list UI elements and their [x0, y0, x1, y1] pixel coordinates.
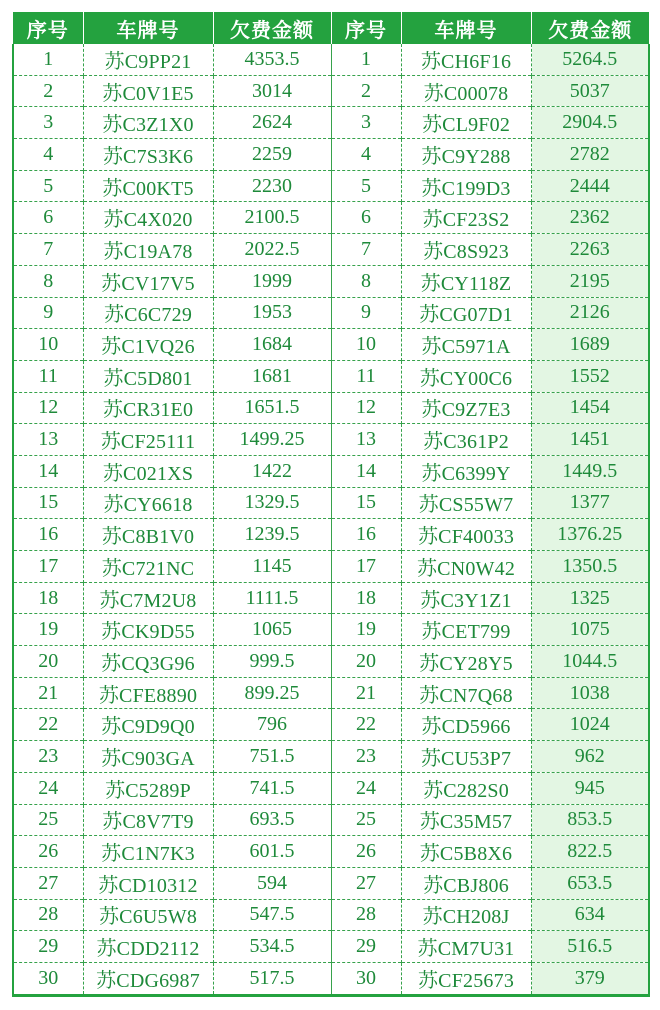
cell-amount-left: 1111.5 — [213, 582, 331, 614]
cell-serial-right: 12 — [331, 392, 401, 424]
cell-serial-right: 17 — [331, 551, 401, 583]
cell-serial-right: 11 — [331, 360, 401, 392]
cell-serial-left: 13 — [13, 424, 83, 456]
cell-plate-right: 苏C8S923 — [401, 234, 531, 266]
cell-plate-left: 苏C4X020 — [83, 202, 213, 234]
cell-plate-left: 苏CQ3G96 — [83, 646, 213, 678]
cell-plate-left: 苏C9PP21 — [83, 44, 213, 75]
cell-serial-left: 25 — [13, 804, 83, 836]
cell-serial-left: 7 — [13, 234, 83, 266]
cell-amount-left: 751.5 — [213, 741, 331, 773]
cell-plate-left: 苏C5289P — [83, 772, 213, 804]
cell-serial-left: 4 — [13, 139, 83, 171]
cell-serial-right: 5 — [331, 170, 401, 202]
cell-plate-right: 苏CF25673 — [401, 962, 531, 995]
cell-serial-left: 29 — [13, 931, 83, 963]
header-serial-left: 序号 — [13, 12, 83, 44]
cell-amount-left: 601.5 — [213, 836, 331, 868]
cell-serial-left: 22 — [13, 709, 83, 741]
cell-plate-right: 苏CY00C6 — [401, 360, 531, 392]
cell-serial-left: 12 — [13, 392, 83, 424]
cell-serial-right: 18 — [331, 582, 401, 614]
cell-serial-left: 26 — [13, 836, 83, 868]
cell-amount-right: 1449.5 — [531, 455, 649, 487]
cell-plate-left: 苏C7M2U8 — [83, 582, 213, 614]
table-header — [13, 12, 649, 44]
table-row — [13, 804, 649, 836]
cell-plate-right: 苏CD5966 — [401, 709, 531, 741]
cell-plate-left: 苏C8V7T9 — [83, 804, 213, 836]
cell-plate-right: 苏CG07D1 — [401, 297, 531, 329]
table-row — [13, 899, 649, 931]
cell-plate-left: 苏CF25111 — [83, 424, 213, 456]
cell-serial-right: 13 — [331, 424, 401, 456]
cell-serial-right: 9 — [331, 297, 401, 329]
cell-amount-left: 2624 — [213, 107, 331, 139]
cell-plate-right: 苏CN7Q68 — [401, 677, 531, 709]
cell-amount-left: 1422 — [213, 455, 331, 487]
cell-amount-left: 2259 — [213, 139, 331, 171]
cell-serial-left: 3 — [13, 107, 83, 139]
table-row — [13, 202, 649, 234]
header-amount-left: 欠费金额 — [213, 12, 331, 44]
header-row — [13, 12, 649, 44]
cell-serial-right: 22 — [331, 709, 401, 741]
cell-amount-left: 1681 — [213, 360, 331, 392]
cell-serial-left: 30 — [13, 962, 83, 995]
table-row — [13, 836, 649, 868]
table-row — [13, 329, 649, 361]
cell-serial-left: 17 — [13, 551, 83, 583]
cell-amount-right: 2195 — [531, 265, 649, 297]
cell-plate-right: 苏C6399Y — [401, 455, 531, 487]
table-row — [13, 107, 649, 139]
cell-plate-right: 苏C35M57 — [401, 804, 531, 836]
cell-amount-right: 853.5 — [531, 804, 649, 836]
table-row — [13, 646, 649, 678]
cell-serial-right: 14 — [331, 455, 401, 487]
cell-plate-right: 苏C199D3 — [401, 170, 531, 202]
cell-plate-right: 苏C361P2 — [401, 424, 531, 456]
cell-amount-left: 534.5 — [213, 931, 331, 963]
cell-serial-right: 24 — [331, 772, 401, 804]
cell-serial-left: 5 — [13, 170, 83, 202]
cell-amount-right: 2904.5 — [531, 107, 649, 139]
cell-amount-left: 1065 — [213, 614, 331, 646]
cell-serial-left: 21 — [13, 677, 83, 709]
table-row — [13, 551, 649, 583]
cell-plate-left: 苏C6U5W8 — [83, 899, 213, 931]
cell-amount-right: 1377 — [531, 487, 649, 519]
cell-amount-right: 516.5 — [531, 931, 649, 963]
cell-plate-left: 苏CDD2112 — [83, 931, 213, 963]
cell-plate-left: 苏CD10312 — [83, 867, 213, 899]
cell-amount-left: 2230 — [213, 170, 331, 202]
cell-amount-left: 693.5 — [213, 804, 331, 836]
cell-amount-left: 547.5 — [213, 899, 331, 931]
cell-plate-left: 苏C021XS — [83, 455, 213, 487]
cell-amount-right: 1024 — [531, 709, 649, 741]
cell-serial-right: 6 — [331, 202, 401, 234]
cell-amount-left: 517.5 — [213, 962, 331, 995]
cell-plate-right: 苏CM7U31 — [401, 931, 531, 963]
cell-plate-left: 苏C7S3K6 — [83, 139, 213, 171]
cell-plate-right: 苏CBJ806 — [401, 867, 531, 899]
table-body — [13, 44, 649, 995]
cell-plate-left: 苏C00KT5 — [83, 170, 213, 202]
cell-plate-left: 苏C1VQ26 — [83, 329, 213, 361]
cell-serial-left: 11 — [13, 360, 83, 392]
cell-serial-left: 15 — [13, 487, 83, 519]
cell-amount-left: 1953 — [213, 297, 331, 329]
cell-amount-right: 653.5 — [531, 867, 649, 899]
cell-plate-left: 苏CV17V5 — [83, 265, 213, 297]
cell-serial-right: 1 — [331, 44, 401, 75]
cell-serial-right: 2 — [331, 75, 401, 107]
cell-serial-right: 7 — [331, 234, 401, 266]
table-row — [13, 582, 649, 614]
cell-serial-right: 4 — [331, 139, 401, 171]
cell-serial-left: 6 — [13, 202, 83, 234]
table-row — [13, 360, 649, 392]
cell-serial-left: 23 — [13, 741, 83, 773]
cell-amount-right: 1552 — [531, 360, 649, 392]
cell-plate-right: 苏CF23S2 — [401, 202, 531, 234]
cell-amount-right: 822.5 — [531, 836, 649, 868]
cell-serial-right: 10 — [331, 329, 401, 361]
cell-serial-right: 27 — [331, 867, 401, 899]
cell-amount-left: 999.5 — [213, 646, 331, 678]
cell-plate-left: 苏C9D9Q0 — [83, 709, 213, 741]
cell-amount-right: 962 — [531, 741, 649, 773]
cell-serial-left: 24 — [13, 772, 83, 804]
table-row — [13, 139, 649, 171]
cell-serial-right: 23 — [331, 741, 401, 773]
arrears-table — [12, 12, 650, 997]
cell-amount-right: 1376.25 — [531, 519, 649, 551]
cell-plate-left: 苏C903GA — [83, 741, 213, 773]
cell-plate-right: 苏CL9F02 — [401, 107, 531, 139]
table-row — [13, 867, 649, 899]
table-row — [13, 519, 649, 551]
cell-plate-right: 苏C282S0 — [401, 772, 531, 804]
table-row — [13, 170, 649, 202]
cell-serial-left: 28 — [13, 899, 83, 931]
cell-plate-left: 苏CR31E0 — [83, 392, 213, 424]
cell-amount-right: 379 — [531, 962, 649, 995]
cell-serial-left: 16 — [13, 519, 83, 551]
table-row — [13, 741, 649, 773]
cell-plate-right: 苏CY118Z — [401, 265, 531, 297]
cell-amount-right: 2362 — [531, 202, 649, 234]
header-plate-left: 车牌号 — [83, 12, 213, 44]
cell-amount-right: 5264.5 — [531, 44, 649, 75]
cell-amount-right: 2444 — [531, 170, 649, 202]
cell-serial-left: 18 — [13, 582, 83, 614]
cell-amount-right: 634 — [531, 899, 649, 931]
cell-amount-left: 3014 — [213, 75, 331, 107]
cell-serial-left: 10 — [13, 329, 83, 361]
cell-plate-left: 苏CK9D55 — [83, 614, 213, 646]
cell-plate-left: 苏C5D801 — [83, 360, 213, 392]
cell-plate-right: 苏CH208J — [401, 899, 531, 931]
cell-amount-left: 1499.25 — [213, 424, 331, 456]
cell-plate-left: 苏C6C729 — [83, 297, 213, 329]
cell-serial-right: 15 — [331, 487, 401, 519]
cell-amount-left: 2100.5 — [213, 202, 331, 234]
cell-serial-left: 20 — [13, 646, 83, 678]
cell-plate-left: 苏C3Z1X0 — [83, 107, 213, 139]
cell-serial-left: 9 — [13, 297, 83, 329]
cell-amount-right: 1350.5 — [531, 551, 649, 583]
cell-plate-right: 苏C5971A — [401, 329, 531, 361]
table-row — [13, 234, 649, 266]
cell-plate-left: 苏C19A78 — [83, 234, 213, 266]
cell-plate-left: 苏C0V1E5 — [83, 75, 213, 107]
cell-plate-right: 苏C3Y1Z1 — [401, 582, 531, 614]
table-row — [13, 392, 649, 424]
cell-amount-right: 2782 — [531, 139, 649, 171]
cell-amount-left: 4353.5 — [213, 44, 331, 75]
cell-amount-right: 1454 — [531, 392, 649, 424]
cell-amount-right: 1689 — [531, 329, 649, 361]
header-plate-right: 车牌号 — [401, 12, 531, 44]
cell-plate-left: 苏C721NC — [83, 551, 213, 583]
cell-plate-right: 苏C9Y288 — [401, 139, 531, 171]
cell-serial-right: 28 — [331, 899, 401, 931]
cell-amount-left: 1999 — [213, 265, 331, 297]
cell-plate-right: 苏CU53P7 — [401, 741, 531, 773]
cell-amount-right: 2263 — [531, 234, 649, 266]
cell-amount-left: 1145 — [213, 551, 331, 583]
cell-amount-left: 796 — [213, 709, 331, 741]
cell-serial-left: 14 — [13, 455, 83, 487]
cell-serial-left: 1 — [13, 44, 83, 75]
cell-amount-left: 1651.5 — [213, 392, 331, 424]
table-row — [13, 75, 649, 107]
cell-amount-left: 1329.5 — [213, 487, 331, 519]
cell-plate-right: 苏CH6F16 — [401, 44, 531, 75]
cell-amount-right: 1075 — [531, 614, 649, 646]
cell-serial-right: 8 — [331, 265, 401, 297]
cell-amount-right: 1325 — [531, 582, 649, 614]
cell-amount-left: 1239.5 — [213, 519, 331, 551]
header-amount-right: 欠费金额 — [531, 12, 649, 44]
cell-plate-right: 苏C00078 — [401, 75, 531, 107]
cell-serial-right: 3 — [331, 107, 401, 139]
cell-amount-left: 2022.5 — [213, 234, 331, 266]
cell-amount-right: 945 — [531, 772, 649, 804]
table-row — [13, 297, 649, 329]
cell-amount-right: 1044.5 — [531, 646, 649, 678]
cell-plate-right: 苏CY28Y5 — [401, 646, 531, 678]
table-row — [13, 962, 649, 995]
cell-plate-right: 苏CS55W7 — [401, 487, 531, 519]
cell-plate-left: 苏CFE8890 — [83, 677, 213, 709]
table-row — [13, 931, 649, 963]
cell-plate-right: 苏C5B8X6 — [401, 836, 531, 868]
cell-serial-right: 30 — [331, 962, 401, 995]
header-serial-right: 序号 — [331, 12, 401, 44]
cell-amount-left: 899.25 — [213, 677, 331, 709]
cell-amount-left: 594 — [213, 867, 331, 899]
cell-amount-right: 2126 — [531, 297, 649, 329]
cell-serial-right: 25 — [331, 804, 401, 836]
cell-serial-right: 29 — [331, 931, 401, 963]
cell-plate-left: 苏C8B1V0 — [83, 519, 213, 551]
cell-amount-right: 1038 — [531, 677, 649, 709]
cell-serial-left: 8 — [13, 265, 83, 297]
table-row — [13, 614, 649, 646]
cell-plate-right: 苏CET799 — [401, 614, 531, 646]
cell-plate-right: 苏CF40033 — [401, 519, 531, 551]
cell-plate-right: 苏C9Z7E3 — [401, 392, 531, 424]
cell-serial-left: 27 — [13, 867, 83, 899]
cell-plate-left: 苏C1N7K3 — [83, 836, 213, 868]
cell-serial-left: 2 — [13, 75, 83, 107]
cell-serial-right: 20 — [331, 646, 401, 678]
cell-plate-left: 苏CDG6987 — [83, 962, 213, 995]
table-row — [13, 772, 649, 804]
table-row — [13, 709, 649, 741]
cell-serial-right: 16 — [331, 519, 401, 551]
cell-serial-left: 19 — [13, 614, 83, 646]
table-row — [13, 677, 649, 709]
table-row — [13, 455, 649, 487]
cell-serial-right: 19 — [331, 614, 401, 646]
cell-plate-left: 苏CY6618 — [83, 487, 213, 519]
cell-plate-right: 苏CN0W42 — [401, 551, 531, 583]
cell-amount-left: 1684 — [213, 329, 331, 361]
table-row — [13, 424, 649, 456]
cell-amount-right: 5037 — [531, 75, 649, 107]
cell-amount-right: 1451 — [531, 424, 649, 456]
table-row — [13, 487, 649, 519]
table-row — [13, 44, 649, 75]
table-row — [13, 265, 649, 297]
cell-serial-right: 26 — [331, 836, 401, 868]
cell-amount-left: 741.5 — [213, 772, 331, 804]
cell-serial-right: 21 — [331, 677, 401, 709]
